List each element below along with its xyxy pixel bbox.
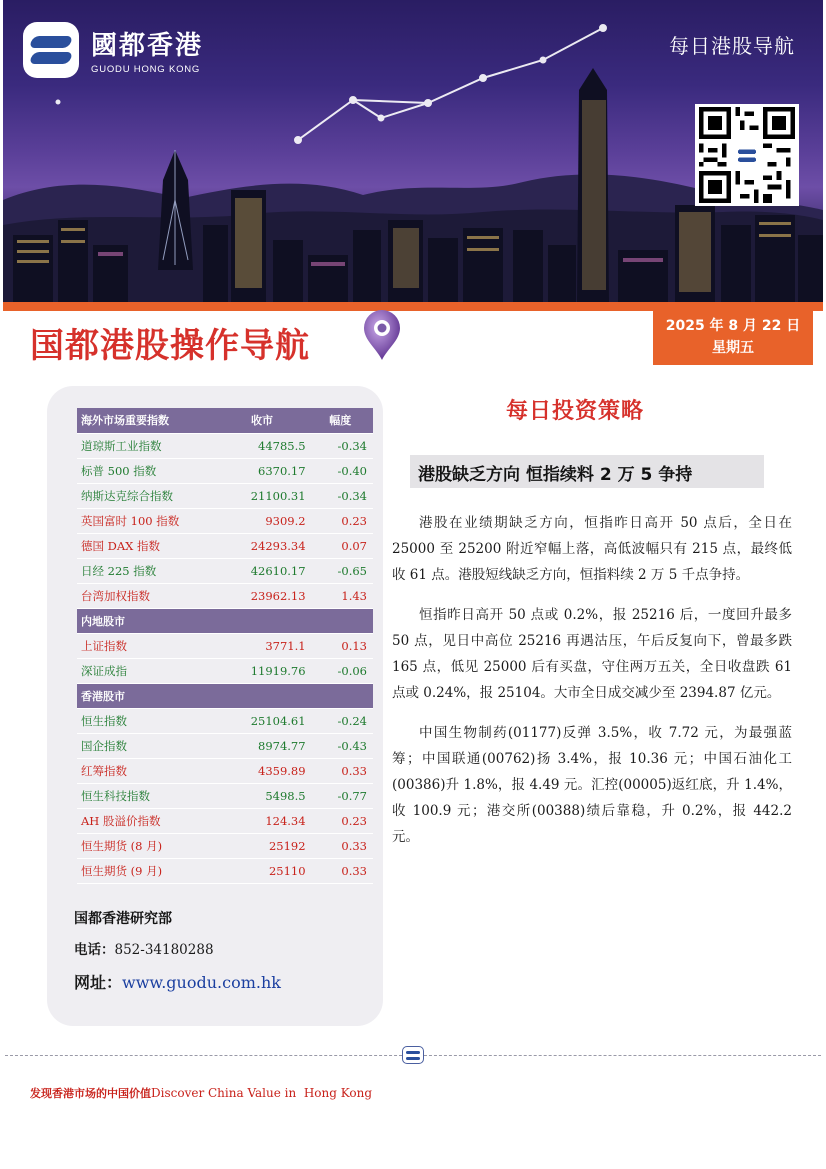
index-close: 11919.76: [214, 658, 309, 683]
index-close: 44785.5: [214, 433, 309, 458]
index-change: 1.43: [310, 583, 373, 608]
column-header-close: 收市: [214, 408, 309, 433]
contact-info: [74, 908, 281, 993]
index-close: 3771.1: [214, 633, 309, 658]
index-change: 0.23: [310, 508, 373, 533]
section-title: 每日投资策略: [506, 399, 645, 424]
index-close: 124.34: [214, 808, 309, 833]
table-row: [77, 808, 373, 833]
index-change: 0.23: [310, 808, 373, 833]
slogan-en: Discover China Value in Hong Kong: [151, 1086, 373, 1100]
index-name: 德国 DAX 指数: [77, 533, 214, 558]
accent-bar: [3, 302, 823, 311]
header-banner: [3, 0, 823, 302]
index-name: 纳斯达克综合指数: [77, 483, 214, 508]
website-line: [74, 970, 281, 993]
index-change: -0.40: [310, 458, 373, 483]
article-paragraph: 港股在业绩期缺乏方向，恒指昨日高开 50 点后，全日在 25000 至 25200 附近窄幅上落，高低波幅只有 215 点，最终低收 61 点。港股短线缺乏方向，恒指料续 2 万 5 千点争持。: [392, 515, 792, 583]
index-name: 道琼斯工业指数: [77, 433, 214, 458]
index-change: -0.34: [310, 433, 373, 458]
table-row: [77, 558, 373, 583]
table-row: [77, 783, 373, 808]
table-row: [77, 733, 373, 758]
report-date-box: [653, 311, 813, 365]
website-link[interactable]: www.guodu.com.hk: [122, 973, 281, 992]
table-row: [77, 533, 373, 558]
index-name: 恒生指数: [77, 708, 214, 733]
banner-title: 每日港股导航: [669, 34, 795, 58]
table-row: [77, 483, 373, 508]
report-weekday: 星期五: [712, 340, 754, 356]
table-row: [77, 858, 373, 883]
index-change: 0.33: [310, 833, 373, 858]
index-change: -0.24: [310, 708, 373, 733]
phone-number: 852-34180288: [114, 942, 214, 958]
article-headline: 港股缺乏方向 恒指续料 2 万 5 争持: [410, 455, 764, 488]
phone-line: [74, 938, 281, 958]
table-row: [77, 633, 373, 658]
index-name: 标普 500 指数: [77, 458, 214, 483]
index-name: 红筹指数: [77, 758, 214, 783]
index-close: 25104.61: [214, 708, 309, 733]
mainland-section: [77, 633, 373, 683]
hk-section: [77, 708, 373, 883]
section-header-hk: 香港股市: [77, 683, 373, 708]
page-title: 国都港股操作导航: [30, 326, 310, 366]
location-pin-icon: [360, 308, 404, 362]
market-index-table: [77, 408, 373, 884]
index-close: 25192: [214, 833, 309, 858]
footer-logo-icon: [402, 1046, 424, 1064]
footer-slogan: [30, 1085, 372, 1101]
index-close: 21100.31: [214, 483, 309, 508]
brand-name-cn: 國都香港: [91, 31, 204, 61]
index-name: 台湾加权指数: [77, 583, 214, 608]
index-close: 5498.5: [214, 783, 309, 808]
index-name: 英国富时 100 指数: [77, 508, 214, 533]
index-close: 6370.17: [214, 458, 309, 483]
slogan-cn: 发现香港市场的中国价值: [30, 1087, 151, 1100]
index-close: 24293.34: [214, 533, 309, 558]
table-row: [77, 583, 373, 608]
index-close: 25110: [214, 858, 309, 883]
index-name: 恒生科技指数: [77, 783, 214, 808]
brand-name-en: GUODU HONG KONG: [91, 64, 201, 75]
index-name: AH 股溢价指数: [77, 808, 214, 833]
table-row: [77, 708, 373, 733]
index-change: -0.43: [310, 733, 373, 758]
index-name: 恒生期货 (9 月): [77, 858, 214, 883]
index-change: 0.33: [310, 858, 373, 883]
guodu-logo-icon: [23, 22, 79, 78]
index-change: -0.06: [310, 658, 373, 683]
index-change: 0.13: [310, 633, 373, 658]
table-row: [77, 458, 373, 483]
index-change: -0.34: [310, 483, 373, 508]
research-dept: 国都香港研究部: [74, 911, 172, 927]
website-label: 网址：: [74, 973, 123, 992]
table-row: [77, 833, 373, 858]
index-name: 日经 225 指数: [77, 558, 214, 583]
article-paragraph: 恒指昨日高开 50 点或 0.2%，报 25216 后，一度回升最多 50 点，见日中高位 25216 再遇沽压，午后反复向下，曾最多跌 165 点，低见 25000 后有买盘，守住两万五关，全日收盘跌 61 点或 0.24%，报 25104。大市全日成交减少至 2394.87 亿元。: [392, 607, 792, 701]
market-summary-panel: [47, 386, 383, 1026]
qr-code-icon: [695, 104, 799, 206]
table-row: [77, 758, 373, 783]
index-change: -0.77: [310, 783, 373, 808]
index-name: 国企指数: [77, 733, 214, 758]
index-name: 深证成指: [77, 658, 214, 683]
index-close: 23962.13: [214, 583, 309, 608]
index-change: 0.07: [310, 533, 373, 558]
index-name: 恒生期货 (8 月): [77, 833, 214, 858]
table-header-row: [77, 408, 373, 433]
article-paragraph: 中国生物制药(01177)反弹 3.5%，收 7.72 元，为最强蓝筹；中国联通(00762)扬 3.4%，报 10.36 元；中国石油化工(00386)升 1.8%，报 4.49 元。汇控(00005)返红底，升 1.4%，收 100.9 元；港交所(00388)绩后靠稳，升 0.2%，报 442.2 元。: [392, 725, 792, 845]
overseas-section: [77, 433, 373, 608]
table-row: [77, 508, 373, 533]
report-date: 2025 年 8 月 22 日: [665, 318, 801, 334]
column-header-change: 幅度: [310, 408, 373, 433]
index-close: 8974.77: [214, 733, 309, 758]
index-change: -0.65: [310, 558, 373, 583]
article-body: [392, 510, 792, 864]
index-close: 4359.89: [214, 758, 309, 783]
index-close: 42610.17: [214, 558, 309, 583]
section-header-mainland: 内地股市: [77, 608, 373, 633]
index-name: 上证指数: [77, 633, 214, 658]
index-close: 9309.2: [214, 508, 309, 533]
table-row: [77, 658, 373, 683]
column-header-index: 海外市场重要指数: [77, 408, 214, 433]
brand-logo: [23, 22, 203, 78]
phone-label: 电话：: [74, 942, 115, 958]
table-row: [77, 433, 373, 458]
index-change: 0.33: [310, 758, 373, 783]
